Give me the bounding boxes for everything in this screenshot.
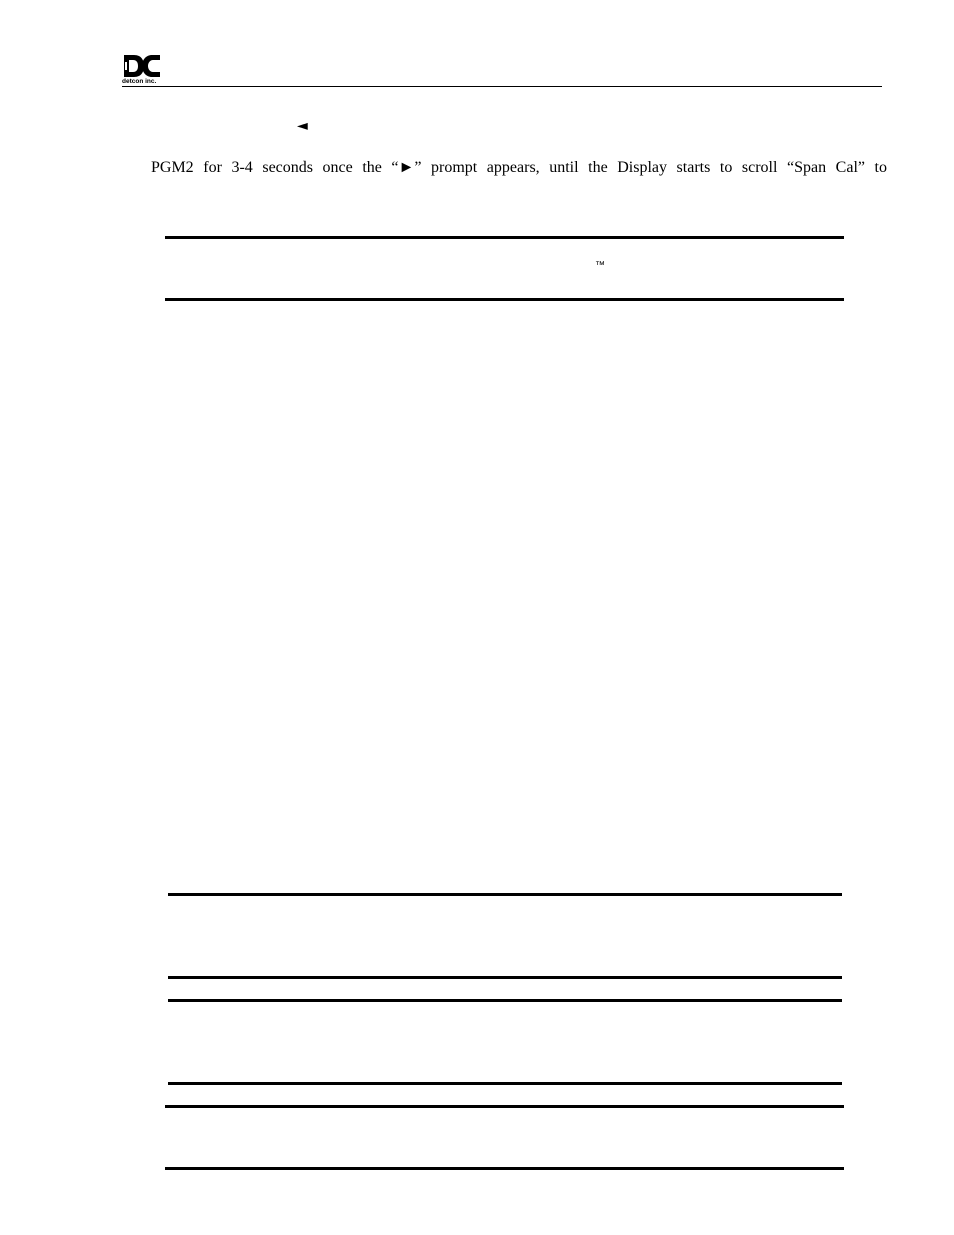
note-box-4-top-rule	[165, 1105, 844, 1108]
note-box-3-top-rule	[168, 999, 842, 1002]
note-box-2-top-rule	[168, 893, 842, 896]
note-box-top-rule	[165, 236, 844, 239]
note-box-2-bottom-rule	[168, 976, 842, 979]
note-box-4-bottom-rule	[165, 1167, 844, 1170]
instruction-text: PGM2 for 3-4 seconds once the “►” prompt appears, until the Display starts to scroll “Span Cal” to	[151, 159, 887, 176]
note-box-3-bottom-rule	[168, 1082, 842, 1085]
detcon-dc-logo-icon	[122, 54, 162, 78]
header-divider	[122, 86, 882, 87]
trademark-symbol: ™	[595, 260, 605, 271]
logo-caption: detcon inc.	[122, 78, 157, 85]
note-box-bottom-rule	[165, 298, 844, 301]
left-arrow-icon: ◄	[297, 118, 308, 134]
company-logo	[122, 54, 162, 88]
